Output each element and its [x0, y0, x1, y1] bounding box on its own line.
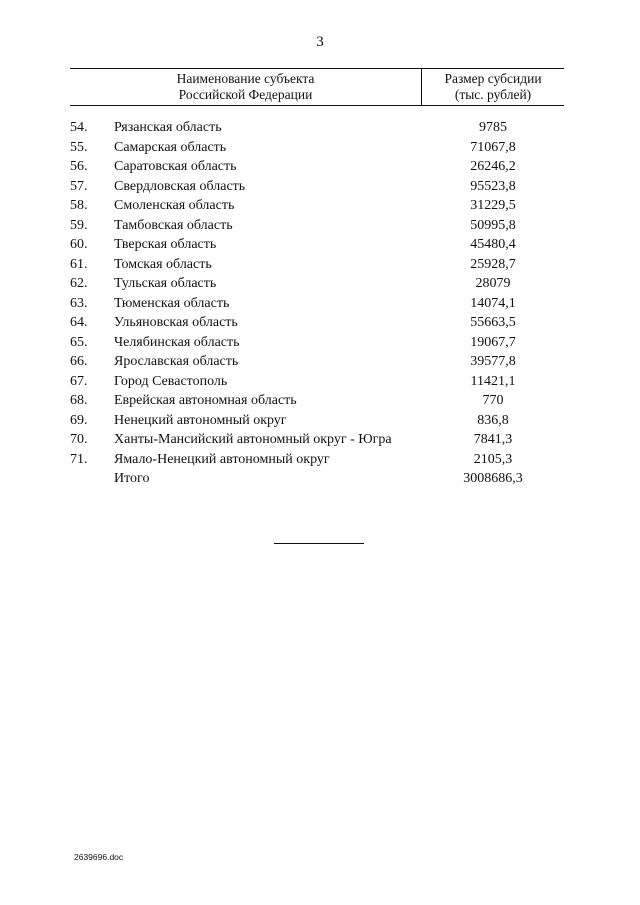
- header-subsidy-amount: [422, 71, 564, 103]
- table-row: [0, 274, 640, 294]
- table-row: [0, 118, 640, 138]
- row-number: 64.: [70, 315, 88, 330]
- table-row: [0, 372, 640, 392]
- table-row: [0, 352, 640, 372]
- row-number: 63.: [70, 295, 88, 311]
- row-subsidy-amount: 55663,5: [470, 315, 516, 330]
- table-row: [0, 411, 640, 431]
- row-subsidy-amount: 19067,7: [470, 334, 516, 350]
- header-subject-name-line1: Наименование субъекта: [176, 71, 315, 86]
- row-subsidy-amount: 28079: [475, 276, 511, 291]
- row-number: 60.: [70, 237, 88, 252]
- table-row: [0, 430, 640, 450]
- row-subject-name: Челябинская область: [114, 334, 240, 350]
- header-subject-name: [70, 71, 421, 103]
- row-subsidy-amount: 7841,3: [473, 432, 513, 447]
- table-row: [0, 235, 640, 255]
- row-number: 66.: [70, 354, 88, 369]
- row-number: 62.: [70, 276, 88, 291]
- row-number: 67.: [70, 373, 88, 389]
- row-number: 56.: [70, 159, 88, 174]
- row-subsidy-amount: 31229,5: [470, 198, 516, 213]
- table-row: [0, 333, 640, 353]
- row-subject-name: Тульская область: [114, 276, 217, 291]
- row-subject-name: Самарская область: [114, 139, 227, 155]
- row-subject-name: Тамбовская область: [114, 217, 233, 233]
- header-subject-name-line2: Российской Федерации: [178, 87, 313, 102]
- row-subsidy-amount: 3008686,3: [463, 471, 523, 486]
- table-row: [0, 391, 640, 411]
- page-number: 3: [316, 34, 324, 50]
- header-subsidy-amount-line1: Размер субсидии: [444, 71, 542, 86]
- row-subsidy-amount: 25928,7: [470, 256, 516, 272]
- row-subject-name: Тюменская область: [114, 295, 230, 311]
- table-row: [0, 216, 640, 236]
- row-subject-name: Смоленская область: [114, 198, 235, 213]
- row-subject-name: Ханты-Мансийский автономный округ - Югра: [114, 432, 392, 447]
- row-subject-name: Город Севастополь: [114, 373, 228, 389]
- header-subsidy-amount-line2: (тыс. рублей): [454, 87, 532, 102]
- row-number: 54.: [70, 120, 88, 135]
- table-row: [0, 196, 640, 216]
- row-subsidy-amount: 71067,8: [470, 139, 516, 155]
- row-subject-name: Ярославская область: [114, 354, 239, 369]
- row-number: 65.: [70, 334, 88, 350]
- row-subject-name: Тверская область: [114, 237, 217, 252]
- row-subsidy-amount: 9785: [479, 120, 507, 135]
- row-number: 58.: [70, 198, 88, 213]
- row-subject-name: Итого: [114, 471, 150, 486]
- row-subsidy-amount: 26246,2: [470, 159, 516, 174]
- footer-doc-id: 2639696.doc: [74, 852, 124, 862]
- table-row: [0, 450, 640, 470]
- row-subsidy-amount: 95523,8: [470, 178, 516, 194]
- table-row: [0, 255, 640, 275]
- end-rule: [274, 543, 364, 544]
- table-header: [70, 68, 564, 106]
- row-number: 71.: [70, 451, 88, 467]
- row-number: 61.: [70, 256, 88, 272]
- row-subsidy-amount: 2105,3: [473, 451, 513, 467]
- row-number: 69.: [70, 412, 88, 428]
- row-subject-name: Томская область: [114, 256, 212, 272]
- row-number: 59.: [70, 217, 88, 233]
- row-subject-name: Свердловская область: [114, 178, 246, 194]
- row-subsidy-amount: 11421,1: [470, 373, 516, 389]
- row-number: 57.: [70, 178, 88, 194]
- row-subsidy-amount: 45480,4: [470, 237, 516, 252]
- row-subsidy-amount: 39577,8: [470, 354, 516, 369]
- table-row: [0, 313, 640, 333]
- row-subject-name: Еврейская автономная область: [114, 393, 297, 408]
- row-subsidy-amount: 836,8: [477, 412, 509, 428]
- table-row: [0, 157, 640, 177]
- row-subsidy-amount: 770: [482, 393, 504, 408]
- row-number: 55.: [70, 139, 88, 155]
- row-subject-name: Саратовская область: [114, 159, 237, 174]
- table-body: [0, 118, 640, 489]
- row-subject-name: Ульяновская область: [114, 315, 238, 330]
- row-subject-name: Ямало-Ненецкий автономный округ: [114, 451, 330, 467]
- row-number: 70.: [70, 432, 88, 447]
- row-subsidy-amount: 14074,1: [470, 295, 516, 311]
- table-row: [0, 138, 640, 158]
- row-subject-name: Ненецкий автономный округ: [114, 412, 287, 428]
- table-row: [0, 177, 640, 197]
- row-subsidy-amount: 50995,8: [470, 217, 516, 233]
- row-subject-name: Рязанская область: [114, 120, 222, 135]
- table-row: [0, 469, 640, 489]
- row-number: 68.: [70, 393, 88, 408]
- table-row: [0, 294, 640, 314]
